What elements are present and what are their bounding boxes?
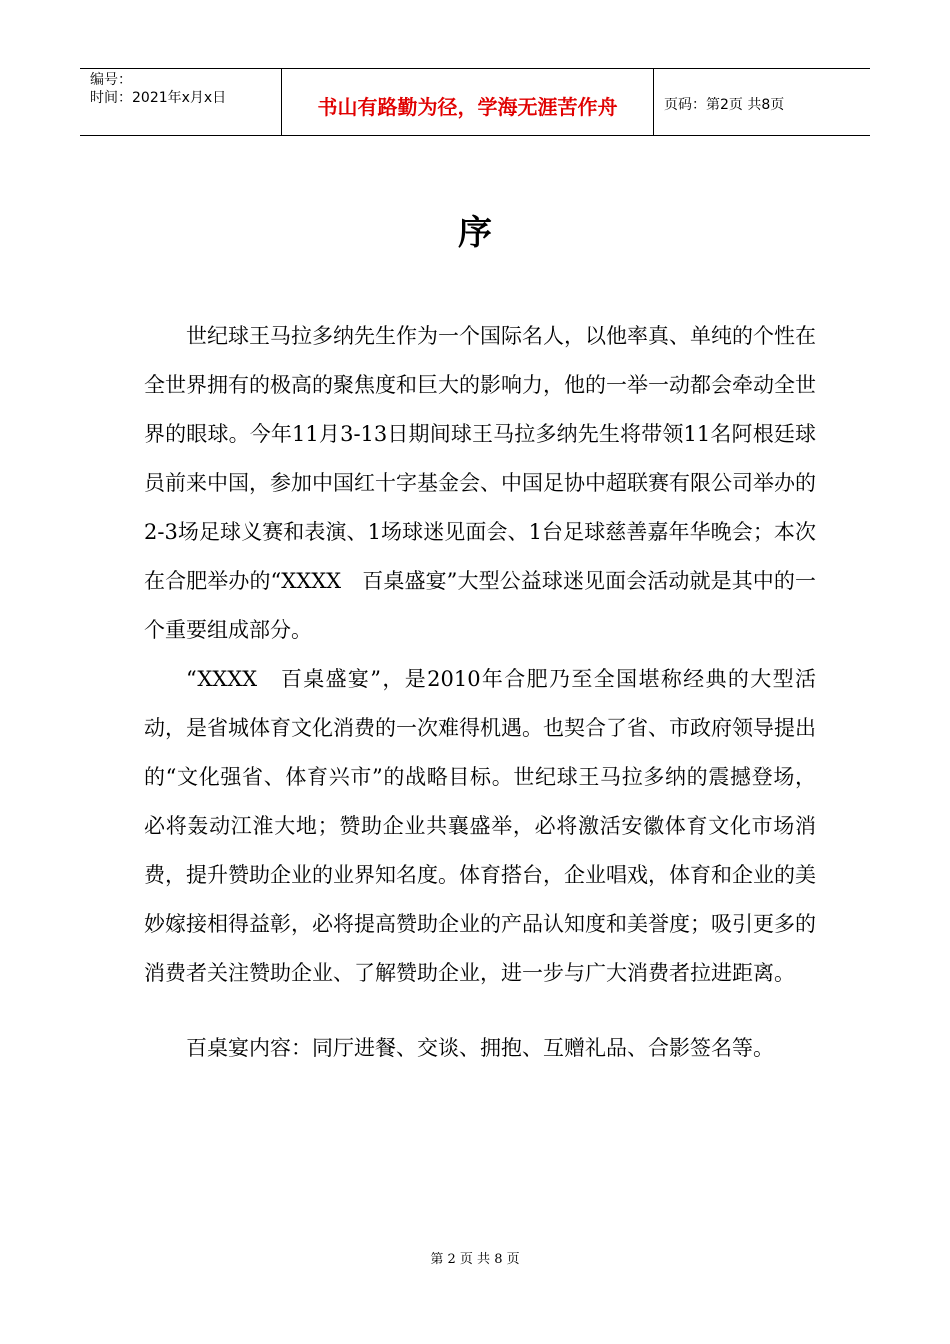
paragraph-1: 世纪球王马拉多纳先生作为一个国际名人，以他率真、单纯的个性在全世界拥有的极高的聚焦度和巨大的影响力，他的一举一动都会牵动全世界的眼球。今年11月3-13日期间球王马拉多纳先生将带领11名阿根廷球员前来中国，参加中国红十字基金会、中国足协中超联赛有限公司举办的2-3场足球义赛和表演、1场球迷见面会、1台足球慈善嘉年华晚会；本次在合肥举办的“XXXX 百桌盛宴”大型公益球迷见面会活动就是其中的一个重要组成部分。 (144, 324, 816, 642)
document-title: 序 (458, 213, 492, 253)
page-footer: 第 2 页 共 8 页 (430, 1252, 520, 1267)
paragraph-2: “XXXX 百桌盛宴”，是2010年合肥乃至全国堪称经典的大型活动，是省城体育文化消费的一次难得机遇。也契合了省、市政府领导提出的“文化强省、体育兴市”的战略目标。世纪球王马拉多纳的震撼登场，必将轰动江淮大地；赞助企业共襄盛举，必将激活安徽体育文化市场消费，提升赞助企业的业界知名度。体育搭台，企业唱戏，体育和企业的美妙嫁接相得益彰，必将提高赞助企业的产品认知度和美誉度；吸引更多的消费者关注赞助企业、了解赞助企业，进一步与广大消费者拉进距离。 (144, 667, 816, 985)
header-meta (80, 69, 282, 135)
document-number-label: 编号： (90, 72, 132, 88)
page-header (80, 68, 870, 136)
header-motto: 书山有路勤为径，学海无涯苦作舟 (282, 69, 654, 135)
paragraph-3: 百桌宴内容：同厅进餐、交谈、拥抱、互赠礼品、合影签名等。 (186, 1036, 774, 1060)
document-time-label: 时间：2021年x月x日 (90, 90, 227, 106)
header-page-info: 页码：第2页 共8页 (664, 97, 785, 113)
document-body (144, 312, 816, 1073)
